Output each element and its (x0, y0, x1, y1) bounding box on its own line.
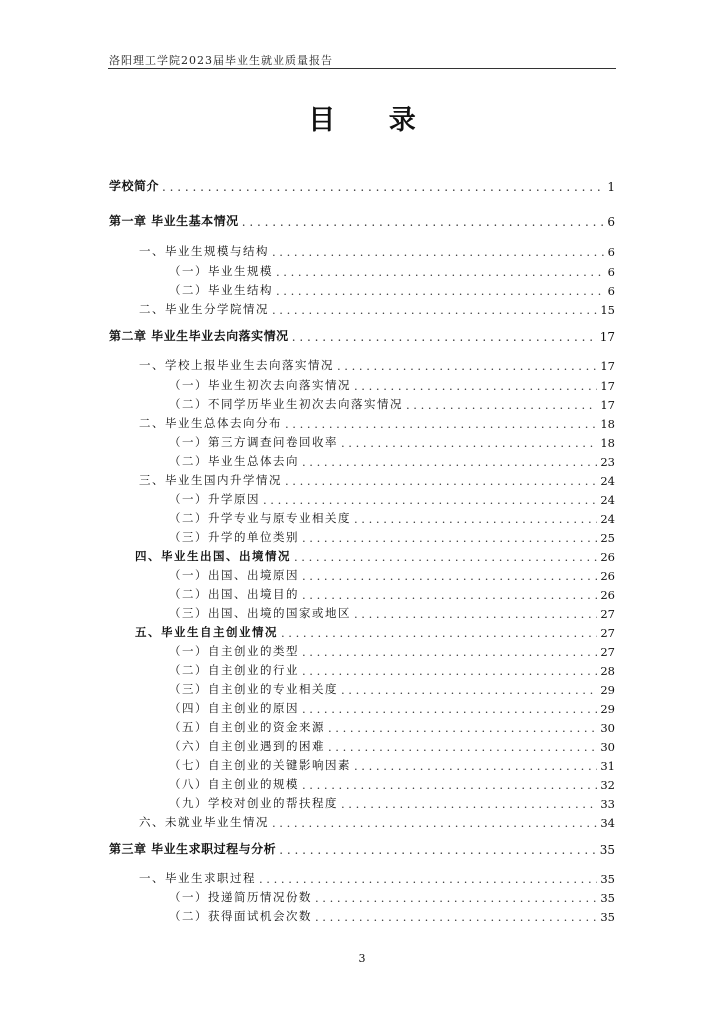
toc-entry-page: 17 (599, 330, 615, 344)
toc-dot-leader (263, 493, 597, 507)
toc-dot-leader (302, 664, 597, 678)
toc-entry[interactable] (109, 812, 615, 830)
toc-dot-leader (315, 910, 597, 924)
toc-entry[interactable] (109, 489, 615, 507)
toc-dot-leader (302, 645, 597, 659)
toc-entry-page: 28 (600, 664, 615, 678)
toc-dot-leader (272, 303, 597, 317)
toc-entry-page: 27 (600, 626, 615, 640)
page-title: 目 录 (308, 105, 438, 136)
toc-entry-label: （九）学校对创业的帮扶程度 (169, 796, 338, 810)
toc-entry-page: 24 (600, 493, 615, 507)
toc-entry-label: （二）毕业生结构 (169, 283, 273, 297)
toc-entry-label: 第二章 毕业生毕业去向落实情况 (109, 329, 289, 343)
toc-entry-label: 一、学校上报毕业生去向落实情况 (139, 358, 334, 372)
report-header-title: 洛阳理工学院2023届毕业生就业质量报告 (109, 54, 333, 67)
header-divider (108, 68, 616, 69)
toc-dot-leader (276, 284, 605, 298)
toc-entry-page: 27 (600, 645, 615, 659)
toc-entry-label: 第一章 毕业生基本情况 (109, 214, 239, 228)
toc-entry-page: 34 (600, 816, 615, 830)
toc-dot-leader (259, 872, 597, 886)
toc-entry-page: 27 (600, 607, 615, 621)
toc-dot-leader (302, 531, 597, 545)
toc-entry[interactable] (109, 698, 615, 716)
toc-entry[interactable] (109, 355, 615, 373)
toc-dot-leader (337, 359, 597, 373)
toc-entry[interactable] (109, 326, 615, 344)
toc-entry[interactable] (109, 527, 615, 545)
toc-entry-label: （六）自主创业遇到的困难 (169, 739, 325, 753)
toc-entry-label: （三）升学的单位类别 (169, 530, 299, 544)
toc-entry[interactable] (109, 375, 615, 393)
toc-dot-leader (285, 474, 597, 488)
toc-dot-leader (354, 379, 597, 393)
toc-entry-page: 35 (600, 910, 615, 924)
toc-entry-label: 一、毕业生求职过程 (139, 871, 256, 885)
toc-entry-page: 15 (600, 303, 615, 317)
toc-entry[interactable] (109, 176, 615, 194)
toc-entry-page: 35 (600, 872, 615, 886)
toc-entry-label: （七）自主创业的关键影响因素 (169, 758, 351, 772)
toc-entry-page: 25 (600, 531, 615, 545)
toc-dot-leader (292, 330, 597, 344)
toc-entry-page: 24 (600, 512, 615, 526)
toc-entry[interactable] (109, 211, 615, 229)
toc-entry-page: 6 (607, 284, 615, 298)
toc-dot-leader (302, 702, 597, 716)
toc-entry-label: 三、毕业生国内升学情况 (139, 473, 282, 487)
toc-entry-label: 二、毕业生分学院情况 (139, 302, 269, 316)
toc-entry-label: （二）获得面试机会次数 (169, 909, 312, 923)
toc-entry[interactable] (109, 868, 615, 886)
toc-entry-page: 30 (600, 740, 615, 754)
toc-dot-leader (354, 512, 597, 526)
toc-entry-page: 33 (600, 797, 615, 811)
toc-entry-page: 23 (600, 455, 615, 469)
toc-entry[interactable] (109, 887, 615, 905)
toc-entry-label: （一）自主创业的类型 (169, 644, 299, 658)
toc-entry[interactable] (109, 679, 615, 697)
toc-entry-page: 6 (607, 265, 615, 279)
toc-dot-leader (242, 215, 605, 229)
toc-entry[interactable] (109, 241, 615, 259)
toc-entry-label: （八）自主创业的规模 (169, 777, 299, 791)
toc-dot-leader (328, 740, 597, 754)
toc-entry-page: 31 (600, 759, 615, 773)
toc-entry[interactable] (109, 584, 615, 602)
toc-entry[interactable] (109, 394, 615, 412)
toc-dot-leader (354, 607, 597, 621)
toc-entry-label: （三）出国、出境的国家或地区 (169, 606, 351, 620)
toc-entry[interactable] (109, 755, 615, 773)
toc-entry-label: 学校简介 (109, 179, 160, 193)
toc-entry-page: 6 (607, 215, 615, 229)
toc-entry-label: （一）出国、出境原因 (169, 568, 299, 582)
toc-dot-leader (354, 759, 597, 773)
toc-entry-label: （二）出国、出境目的 (169, 587, 299, 601)
toc-entry-label: （二）不同学历毕业生初次去向落实情况 (169, 397, 403, 411)
toc-entry-label: （一）毕业生规模 (169, 264, 273, 278)
toc-dot-leader (302, 588, 597, 602)
toc-entry-page: 30 (600, 721, 615, 735)
toc-dot-leader (281, 626, 597, 640)
toc-dot-leader (302, 569, 597, 583)
toc-entry-page: 17 (600, 398, 615, 412)
toc-entry-label: （一）第三方调查问卷回收率 (169, 435, 338, 449)
toc-entry-label: 二、毕业生总体去向分布 (139, 416, 282, 430)
toc-entry[interactable] (109, 546, 615, 564)
toc-entry-page: 26 (600, 569, 615, 583)
toc-entry[interactable] (109, 622, 615, 640)
toc-entry[interactable] (109, 451, 615, 469)
toc-entry-page: 26 (600, 550, 615, 564)
toc-entry-page: 18 (600, 417, 615, 431)
toc-entry[interactable] (109, 641, 615, 659)
toc-dot-leader (294, 550, 597, 564)
toc-entry[interactable] (109, 432, 615, 450)
toc-entry-page: 6 (607, 245, 615, 259)
toc-entry-page: 26 (600, 588, 615, 602)
toc-dot-leader (302, 455, 597, 469)
toc-entry-page: 18 (600, 436, 615, 450)
toc-entry-page: 24 (600, 474, 615, 488)
toc-dot-leader (406, 398, 597, 412)
toc-dot-leader (328, 721, 597, 735)
toc-entry-label: （一）毕业生初次去向落实情况 (169, 378, 351, 392)
toc-entry-label: 第三章 毕业生求职过程与分析 (109, 842, 277, 856)
toc-dot-leader (315, 891, 597, 905)
toc-dot-leader (272, 245, 605, 259)
toc-entry[interactable] (109, 906, 615, 924)
toc-entry-label: 四、毕业生出国、出境情况 (135, 549, 291, 563)
toc-entry-page: 35 (600, 891, 615, 905)
toc-entry[interactable] (109, 774, 615, 792)
toc-entry[interactable] (109, 508, 615, 526)
toc-entry[interactable] (109, 660, 615, 678)
toc-entry-page: 17 (600, 379, 615, 393)
toc-entry-label: （二）毕业生总体去向 (169, 454, 299, 468)
toc-entry[interactable] (109, 717, 615, 735)
toc-entry-label: 一、毕业生规模与结构 (139, 244, 269, 258)
toc-entry[interactable] (109, 839, 615, 857)
toc-entry-label: （一）升学原因 (169, 492, 260, 506)
toc-entry-page: 29 (600, 702, 615, 716)
toc-entry-label: 六、未就业毕业生情况 (139, 815, 269, 829)
toc-entry-label: （三）自主创业的专业相关度 (169, 682, 338, 696)
toc-entry-label: （二）升学专业与原专业相关度 (169, 511, 351, 525)
toc-entry-page: 35 (599, 843, 615, 857)
toc-entry[interactable] (109, 793, 615, 811)
page-number: 3 (358, 952, 366, 965)
toc-entry[interactable] (109, 299, 615, 317)
toc-entry[interactable] (109, 280, 615, 298)
toc-entry[interactable] (109, 413, 615, 431)
toc-entry[interactable] (109, 565, 615, 583)
toc-dot-leader (341, 436, 597, 450)
toc-dot-leader (279, 843, 597, 857)
toc-dot-leader (276, 265, 605, 279)
toc-dot-leader (272, 816, 597, 830)
toc-entry[interactable] (109, 736, 615, 754)
toc-entry-label: （二）自主创业的行业 (169, 663, 299, 677)
toc-entry-label: （四）自主创业的原因 (169, 701, 299, 715)
toc-entry-page: 17 (600, 359, 615, 373)
toc-entry-page: 1 (607, 180, 615, 194)
toc-dot-leader (162, 180, 604, 194)
toc-entry-label: （一）投递简历情况份数 (169, 890, 312, 904)
toc-entry[interactable] (109, 261, 615, 279)
toc-dot-leader (302, 778, 597, 792)
toc-entry-page: 32 (600, 778, 615, 792)
toc-entry[interactable] (109, 603, 615, 621)
toc-entry[interactable] (109, 470, 615, 488)
toc-entry-page: 29 (600, 683, 615, 697)
toc-entry-label: （五）自主创业的资金来源 (169, 720, 325, 734)
toc-dot-leader (341, 797, 597, 811)
toc-dot-leader (285, 417, 597, 431)
toc-entry-label: 五、毕业生自主创业情况 (135, 625, 278, 639)
toc-dot-leader (341, 683, 597, 697)
